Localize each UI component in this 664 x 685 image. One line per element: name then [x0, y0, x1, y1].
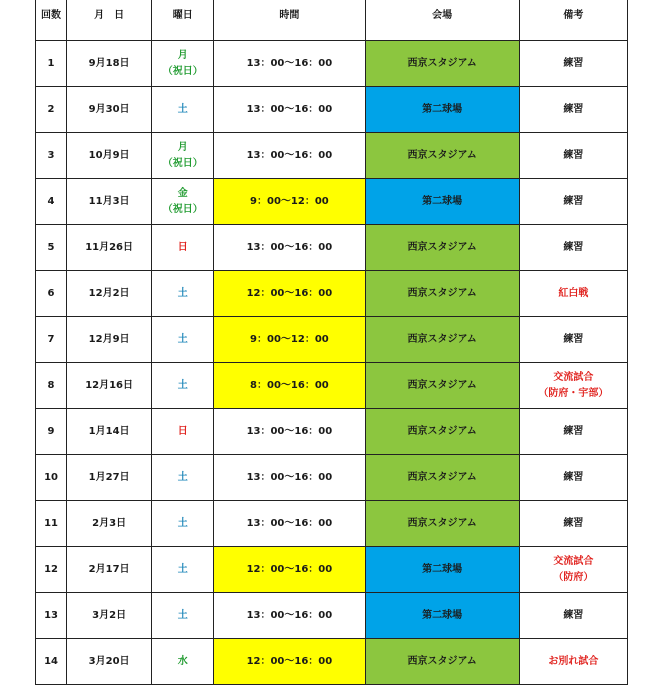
weekday-cell	[152, 639, 214, 685]
row-number-cell: 4	[36, 179, 67, 225]
table-row	[36, 317, 628, 363]
row-number-cell: 10	[36, 455, 67, 501]
table-row	[36, 133, 628, 179]
note-label: 練習	[563, 57, 584, 69]
time-cell: 12：00～16：00	[214, 547, 365, 593]
weekday-label: 日	[177, 425, 188, 437]
weekday-label: 土	[177, 563, 188, 575]
date-cell: 2月17日	[67, 547, 152, 593]
weekday-cell	[152, 225, 214, 271]
weekday-label: 日	[177, 241, 188, 253]
venue-cell: 第二球場	[365, 593, 519, 639]
weekday-label: 土	[177, 103, 188, 115]
venue-cell: 西京スタジアム	[365, 271, 519, 317]
weekday-label: 土	[177, 379, 188, 391]
time-cell: 13：00～16：00	[214, 225, 365, 271]
row-number-cell: 14	[36, 639, 67, 685]
weekday-label: 土	[177, 609, 188, 621]
venue-cell: 西京スタジアム	[365, 639, 519, 685]
header-no: 回数	[36, 0, 67, 41]
note-label: 練習	[563, 195, 584, 207]
note-label: 練習	[563, 149, 584, 161]
venue-cell: 西京スタジアム	[365, 501, 519, 547]
weekday-cell	[152, 179, 214, 225]
weekday-label: 金	[177, 187, 188, 199]
note-cell	[519, 639, 627, 685]
date-cell: 2月3日	[67, 501, 152, 547]
row-number-cell: 6	[36, 271, 67, 317]
note-label: 紅白戦	[558, 287, 589, 299]
weekday-label: 月	[177, 49, 188, 61]
table-row	[36, 363, 628, 409]
note-label: 練習	[563, 609, 584, 621]
date-cell: 3月2日	[67, 593, 152, 639]
weekday-cell	[152, 317, 214, 363]
date-cell: 1月27日	[67, 455, 152, 501]
weekday-label: 土	[177, 333, 188, 345]
venue-cell: 西京スタジアム	[365, 409, 519, 455]
header-row	[36, 0, 628, 41]
time-cell: 9：00～12：00	[214, 179, 365, 225]
time-cell: 13：00～16：00	[214, 593, 365, 639]
holiday-label: （祝日）	[162, 203, 203, 215]
table-row	[36, 179, 628, 225]
note-cell	[519, 317, 627, 363]
venue-cell: 西京スタジアム	[365, 225, 519, 271]
row-number-cell: 3	[36, 133, 67, 179]
header-note: 備考	[519, 0, 627, 41]
date-cell: 11月26日	[67, 225, 152, 271]
header-day: 曜日	[152, 0, 214, 41]
date-cell: 9月30日	[67, 87, 152, 133]
time-cell: 13：00～16：00	[214, 133, 365, 179]
date-cell: 11月3日	[67, 179, 152, 225]
time-cell: 12：00～16：00	[214, 271, 365, 317]
time-cell: 13：00～16：00	[214, 41, 365, 87]
note-cell	[519, 409, 627, 455]
row-number-cell: 11	[36, 501, 67, 547]
time-cell: 9：00～12：00	[214, 317, 365, 363]
note-cell	[519, 501, 627, 547]
date-cell: 12月9日	[67, 317, 152, 363]
table-row	[36, 41, 628, 87]
venue-cell: 西京スタジアム	[365, 363, 519, 409]
holiday-label: （祝日）	[162, 157, 203, 169]
row-number-cell: 5	[36, 225, 67, 271]
venue-cell: 第二球場	[365, 547, 519, 593]
weekday-cell	[152, 409, 214, 455]
weekday-label: 土	[177, 287, 188, 299]
weekday-cell	[152, 593, 214, 639]
weekday-label: 水	[177, 655, 188, 667]
row-number-cell: 12	[36, 547, 67, 593]
weekday-cell	[152, 133, 214, 179]
weekday-cell	[152, 547, 214, 593]
table-row	[36, 547, 628, 593]
note-label: 練習	[563, 471, 584, 483]
venue-cell: 西京スタジアム	[365, 133, 519, 179]
note-label: 練習	[563, 103, 584, 115]
venue-cell: 第二球場	[365, 179, 519, 225]
weekday-label: 土	[177, 471, 188, 483]
date-cell: 3月20日	[67, 639, 152, 685]
note-label: 練習	[563, 517, 584, 529]
weekday-cell	[152, 501, 214, 547]
table-row	[36, 639, 628, 685]
time-cell: 8：00～16：00	[214, 363, 365, 409]
time-cell: 13：00～16：00	[214, 501, 365, 547]
venue-cell: 西京スタジアム	[365, 317, 519, 363]
header-venue: 会場	[365, 0, 519, 41]
venue-cell: 西京スタジアム	[365, 455, 519, 501]
note-cell	[519, 179, 627, 225]
venue-cell: 西京スタジアム	[365, 41, 519, 87]
note-sub-label: （防府・宇部）	[538, 387, 609, 399]
table-row	[36, 455, 628, 501]
date-cell: 12月16日	[67, 363, 152, 409]
holiday-label: （祝日）	[162, 65, 203, 77]
note-label: 練習	[563, 333, 584, 345]
time-cell: 12：00～16：00	[214, 639, 365, 685]
note-sub-label: （防府）	[553, 571, 594, 583]
schedule-table	[35, 0, 628, 685]
date-cell: 9月18日	[67, 41, 152, 87]
row-number-cell: 2	[36, 87, 67, 133]
date-cell: 12月2日	[67, 271, 152, 317]
note-cell	[519, 363, 627, 409]
note-cell	[519, 271, 627, 317]
weekday-label: 月	[177, 141, 188, 153]
weekday-label: 土	[177, 517, 188, 529]
time-cell: 13：00～16：00	[214, 409, 365, 455]
note-label: 交流試合	[553, 555, 594, 567]
weekday-cell	[152, 455, 214, 501]
time-cell: 13：00～16：00	[214, 455, 365, 501]
note-label: お別れ試合	[548, 655, 599, 667]
venue-cell: 第二球場	[365, 87, 519, 133]
header-date: 月 日	[67, 0, 152, 41]
note-cell	[519, 41, 627, 87]
note-label: 練習	[563, 425, 584, 437]
weekday-cell	[152, 41, 214, 87]
note-cell	[519, 593, 627, 639]
table-row	[36, 271, 628, 317]
note-label: 交流試合	[553, 371, 594, 383]
row-number-cell: 7	[36, 317, 67, 363]
header-time: 時間	[214, 0, 365, 41]
note-cell	[519, 133, 627, 179]
row-number-cell: 9	[36, 409, 67, 455]
table-row	[36, 87, 628, 133]
row-number-cell: 8	[36, 363, 67, 409]
note-cell	[519, 547, 627, 593]
note-cell	[519, 87, 627, 133]
row-number-cell: 13	[36, 593, 67, 639]
table-row	[36, 225, 628, 271]
note-cell	[519, 455, 627, 501]
date-cell: 10月9日	[67, 133, 152, 179]
note-label: 練習	[563, 241, 584, 253]
table-row	[36, 409, 628, 455]
table-row	[36, 593, 628, 639]
weekday-cell	[152, 363, 214, 409]
time-cell: 13：00～16：00	[214, 87, 365, 133]
row-number-cell: 1	[36, 41, 67, 87]
note-cell	[519, 225, 627, 271]
date-cell: 1月14日	[67, 409, 152, 455]
weekday-cell	[152, 87, 214, 133]
weekday-cell	[152, 271, 214, 317]
table-row	[36, 501, 628, 547]
